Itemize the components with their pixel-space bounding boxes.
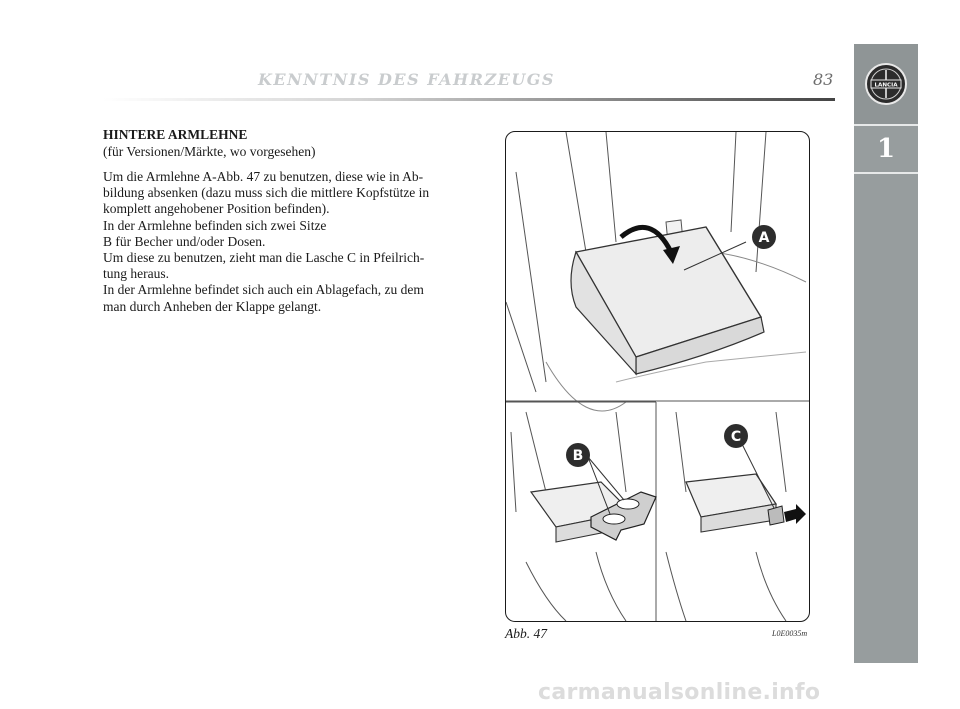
section-text [103,126,468,315]
body-line: man durch Anheben der Klappe gelangt. [103,298,322,314]
page-number: 83 [813,70,834,89]
body-line: komplett angehobener Position befinden). [103,201,330,217]
armrest-illustration [506,132,809,621]
body-line: In der Armlehne befinden sich zwei Sitze [103,217,327,233]
figure-abb-47 [505,131,810,622]
body-line: Um die Armlehne A-Abb. 47 zu benutzen, diese wie in Ab- [103,169,424,184]
running-header-title: KENNTNIS DES FAHRZEUGS [258,70,555,89]
figure-code: L0E0035m [772,629,808,638]
body-line: Um diese zu benutzen, zieht man die Lasche C in Pfeilrich- [103,250,425,266]
callout-c: C [730,429,742,445]
body-line: tung heraus. [103,266,169,282]
body-line: bildung absenken (dazu muss sich die mittlere Kopfstütze in [103,185,430,201]
watermark: carmanualsonline.info [538,680,821,705]
logo-text: LANCIA [874,82,898,89]
lancia-logo-icon [864,62,908,106]
header-rule [103,98,835,101]
callout-b: B [572,448,584,464]
chapter-side-tab [854,44,918,663]
body-line: B für Becher und/oder Dosen. [103,233,266,249]
side-tab-separator [854,172,918,174]
body-paragraph [103,169,468,315]
logo-box [854,44,918,124]
side-tab-separator [854,124,918,126]
figure-caption: Abb. 47 [505,626,547,641]
section-subtitle: (für Versionen/Märkte, wo vorgesehen) [103,144,316,159]
chapter-number: 1 [876,134,896,164]
callout-a: A [758,230,770,246]
section-title: HINTERE ARMLEHNE [103,127,248,142]
body-line: In der Armlehne befindet sich auch ein Ablagefach, zu dem [103,282,424,298]
